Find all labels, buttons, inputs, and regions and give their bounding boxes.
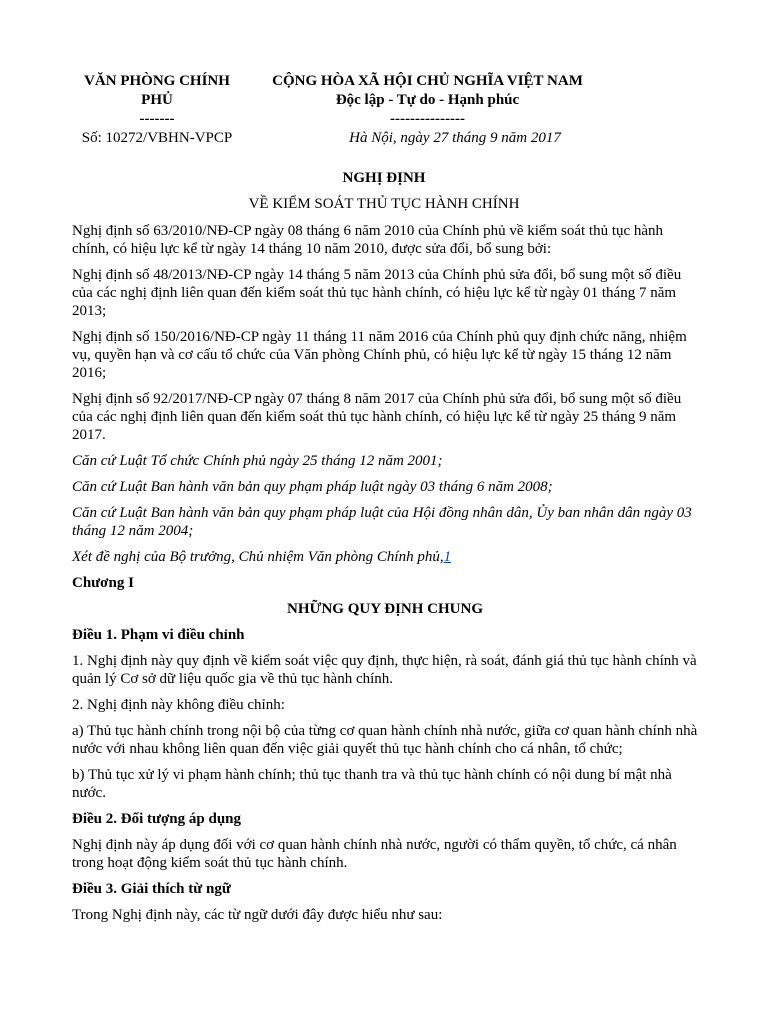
amendment-paragraph-3: Nghị định số 150/2016/NĐ-CP ngày 11 tháng 11 năm 2016 của Chính phủ quy định chức năng, nhiệm vụ, quyền hạn và cơ cấu tổ chức của Văn phòng Chính phủ, có hiệu lực kể từ ngày 15 tháng 12 năm 2016; bbox=[72, 329, 687, 381]
document-type-title: NGHỊ ĐỊNH bbox=[342, 170, 426, 186]
chapter-label: Chương I bbox=[72, 575, 134, 591]
footnote-link[interactable]: 1 bbox=[443, 549, 452, 565]
article-2-text: Nghị định này áp dụng đối với cơ quan hành chính nhà nước, người có thẩm quyền, tổ chức, cá nhân trong hoạt động kiểm soát thủ tục hành chính. bbox=[72, 837, 677, 871]
agency-name-line2: PHỦ bbox=[141, 92, 173, 108]
national-heading-block bbox=[255, 72, 600, 148]
motto-divider: --------------- bbox=[390, 111, 465, 127]
legal-basis-1: Căn cứ Luật Tổ chức Chính phủ ngày 25 tháng 12 năm 2001; bbox=[72, 453, 443, 469]
chapter-title: NHỮNG QUY ĐỊNH CHUNG bbox=[287, 601, 483, 617]
country-name: CỘNG HÒA XÃ HỘI CHỦ NGHĨA VIỆT NAM bbox=[272, 73, 583, 89]
legal-basis-3: Căn cứ Luật Ban hành văn bản quy phạm pháp luật của Hội đồng nhân dân, Ủy ban nhân dân ngày 03 tháng 12 năm 2004; bbox=[72, 505, 692, 539]
document-subject-title: VỀ KIỂM SOÁT THỦ TỤC HÀNH CHÍNH bbox=[248, 196, 520, 212]
article-1-title: Điều 1. Phạm vi điều chỉnh bbox=[72, 627, 245, 643]
issue-date: Hà Nội, ngày 27 tháng 9 năm 2017 bbox=[349, 130, 561, 146]
agency-divider: ------- bbox=[139, 111, 175, 127]
national-motto: Độc lập - Tự do - Hạnh phúc bbox=[335, 92, 520, 108]
document-body bbox=[72, 222, 698, 932]
article-3-text: Trong Nghị định này, các từ ngữ dưới đây được hiểu như sau: bbox=[72, 907, 443, 923]
article-1-clause-2b: b) Thủ tục xử lý vi phạm hành chính; thủ tục thanh tra và thủ tục hành chính có nội dung bí mật nhà nước. bbox=[72, 767, 672, 801]
agency-name-line1: VĂN PHÒNG CHÍNH bbox=[84, 73, 230, 89]
article-1-clause-1: 1. Nghị định này quy định về kiểm soát việc quy định, thực hiện, rà soát, đánh giá thủ tục hành chính và quản lý Cơ sở dữ liệu quốc gia về thủ tục hành chính. bbox=[72, 653, 697, 687]
article-1-clause-2: 2. Nghị định này không điều chỉnh: bbox=[72, 697, 285, 713]
amendment-paragraph-4: Nghị định số 92/2017/NĐ-CP ngày 07 tháng 8 năm 2017 của Chính phủ sửa đổi, bổ sung một số điều của các nghị định liên quan đến kiểm soát thủ tục hành chính, có hiệu lực kể từ ngày 25 tháng 9 năm 2017. bbox=[72, 391, 682, 443]
amendment-paragraph-1: Nghị định số 63/2010/NĐ-CP ngày 08 tháng 6 năm 2010 của Chính phủ về kiểm soát thủ tục hành chính, có hiệu lực kể từ ngày 14 tháng 10 năm 2010, được sửa đổi, bổ sung bởi: bbox=[72, 223, 664, 257]
issuing-agency-block bbox=[72, 72, 242, 148]
legal-basis-2: Căn cứ Luật Ban hành văn bản quy phạm pháp luật ngày 03 tháng 6 năm 2008; bbox=[72, 479, 553, 495]
amendment-paragraph-2: Nghị định số 48/2013/NĐ-CP ngày 14 tháng 5 năm 2013 của Chính phủ sửa đổi, bổ sung một số điều của các nghị định liên quan đến kiểm soát thủ tục hành chính, có hiệu lực kể từ ngày 01 tháng 7 năm 2013; bbox=[72, 267, 682, 319]
article-3-title: Điều 3. Giải thích từ ngữ bbox=[72, 881, 231, 897]
article-1-clause-2a: a) Thủ tục hành chính trong nội bộ của từng cơ quan hành chính nhà nước, giữa cơ quan hành chính nhà nước với nhau không liên quan đến việc giải quyết thủ tục hành chính cho cá nhân, tổ chức; bbox=[72, 723, 698, 757]
article-2-title: Điều 2. Đối tượng áp dụng bbox=[72, 811, 242, 827]
legal-basis-4 bbox=[72, 548, 698, 566]
document-number: Số: 10272/VBHN-VPCP bbox=[81, 130, 233, 146]
legal-basis-4-text: Xét đề nghị của Bộ trưởng, Chủ nhiệm Văn phòng Chính phủ, bbox=[72, 549, 444, 565]
